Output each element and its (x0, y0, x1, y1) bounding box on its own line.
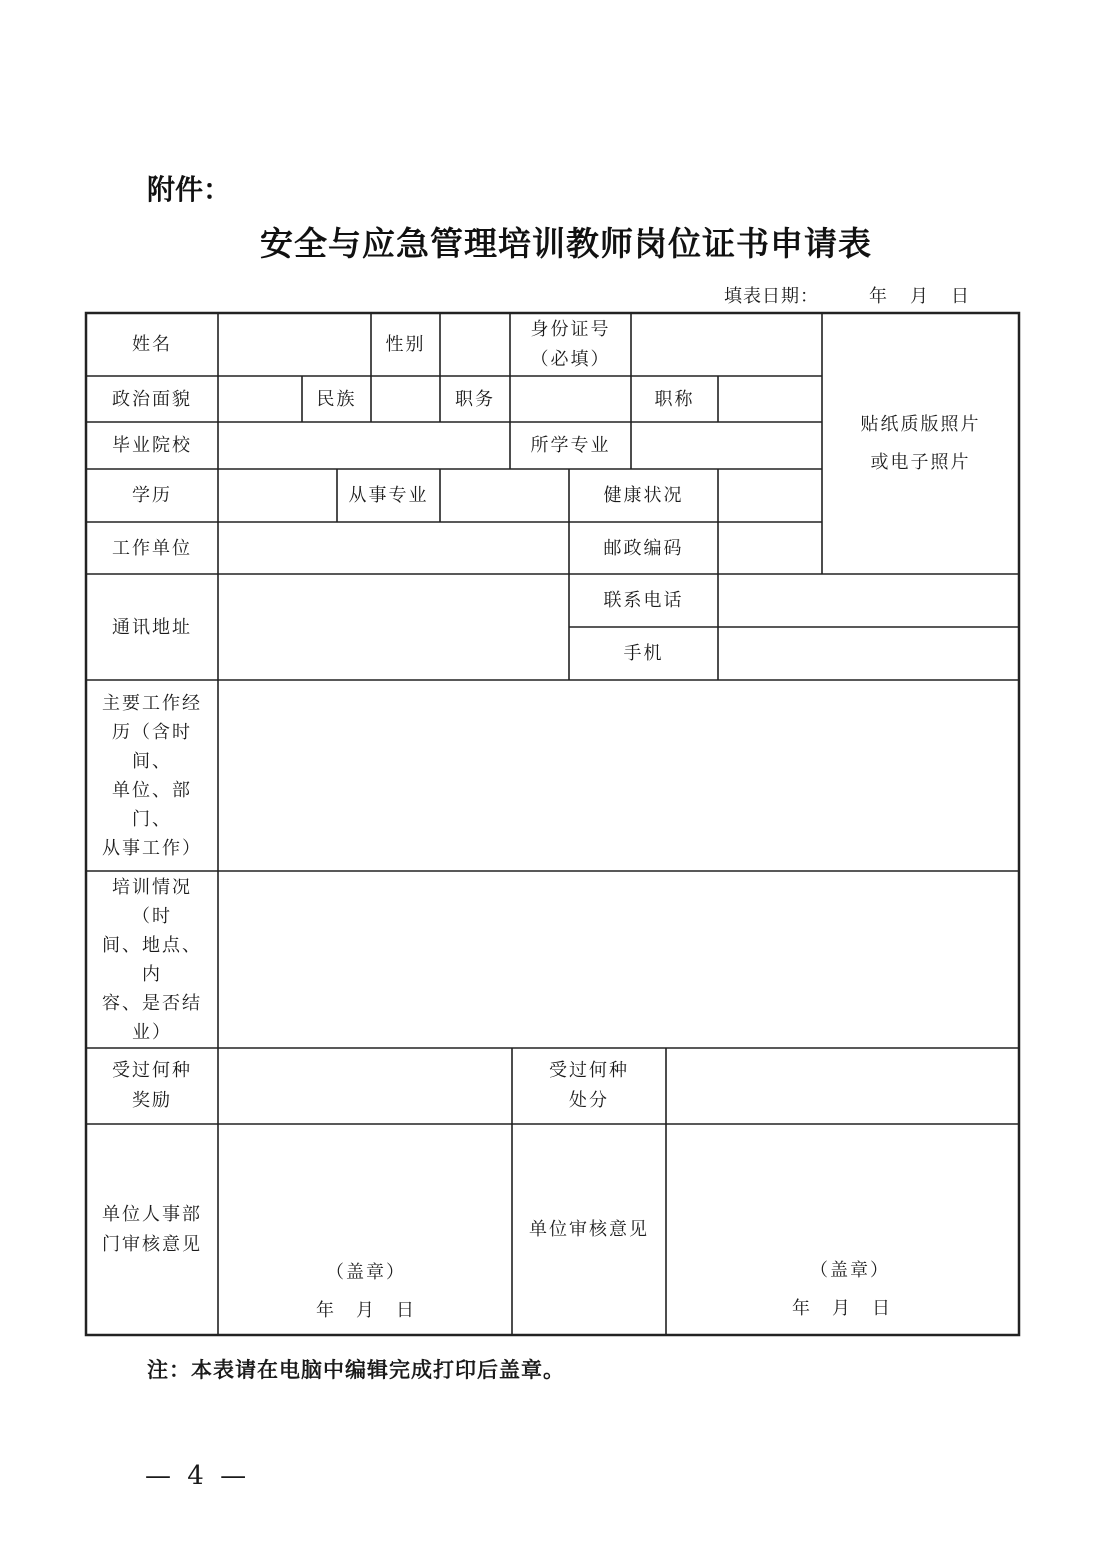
photo-label-line2: 或电子照片 (870, 451, 971, 473)
unit-review-label: 单位审核意见 (529, 1219, 649, 1240)
ethnicity-input[interactable] (373, 378, 438, 420)
id-number-label-line2: （必填） (530, 348, 611, 370)
name-label: 姓名 (132, 334, 172, 355)
photo-label-line1: 贴纸质版照片 (860, 413, 981, 435)
employer-label: 工作单位 (112, 537, 192, 559)
profession-label: 从事专业 (348, 485, 429, 506)
hr-review-date: 年 月 日 (316, 1300, 416, 1321)
photo-area[interactable] (822, 313, 1019, 574)
hr-review-label (86, 1124, 218, 1335)
mobile-input[interactable] (720, 629, 1017, 678)
awards-label-line1: 受过何种 (112, 1060, 192, 1081)
awards-label (86, 1048, 218, 1124)
work-history-label-line4: 从事工作） (102, 837, 202, 859)
fill-date-label: 填表日期： (724, 286, 819, 307)
gender-input[interactable] (442, 315, 508, 374)
id-number-input[interactable] (633, 315, 820, 374)
punishments-label (512, 1048, 666, 1124)
hr-review-label-line2: 门审核意见 (102, 1233, 202, 1255)
footer-note: 注：本表请在电脑中编辑完成打印后盖章。 (147, 1358, 565, 1382)
awards-label-line2: 奖励 (132, 1090, 172, 1111)
education-input[interactable] (220, 471, 335, 520)
profession-input[interactable] (442, 471, 567, 520)
professional-title-input[interactable] (720, 378, 820, 420)
unit-review-seal: （盖章） (810, 1260, 890, 1281)
postcode-label: 邮政编码 (603, 537, 684, 559)
name-input[interactable] (220, 315, 369, 374)
awards-input[interactable] (220, 1050, 510, 1122)
training-label-line4: 业） (132, 1021, 172, 1043)
punishments-label-line1: 受过何种 (549, 1060, 629, 1081)
school-input[interactable] (220, 424, 508, 467)
health-input[interactable] (720, 471, 820, 520)
id-number-label (510, 313, 631, 376)
school-label: 毕业院校 (112, 435, 192, 456)
training-input[interactable] (220, 873, 1021, 1050)
major-label: 所学专业 (530, 435, 611, 456)
phone-label: 联系电话 (603, 590, 684, 611)
education-label: 学历 (132, 485, 172, 506)
professional-title-label: 职称 (654, 388, 695, 410)
fill-date-year: 年 (869, 286, 888, 307)
training-label-line1: 培训情况（时 (112, 876, 192, 927)
hr-review-seal: （盖章） (326, 1262, 406, 1283)
page-number: — 4 — (145, 1461, 251, 1491)
postcode-input[interactable] (720, 524, 820, 572)
training-label (86, 871, 218, 1048)
gender-label: 性别 (385, 334, 426, 355)
punishments-input[interactable] (668, 1050, 1017, 1122)
fill-date-day: 日 (951, 286, 970, 307)
punishments-label-line2: 处分 (569, 1090, 609, 1111)
unit-review-date: 年 月 日 (792, 1298, 892, 1319)
hr-review-label-line1: 单位人事部 (102, 1203, 202, 1225)
health-label: 健康状况 (603, 485, 684, 506)
position-label: 职务 (455, 388, 495, 410)
position-input[interactable] (512, 378, 629, 420)
employer-input[interactable] (220, 524, 567, 572)
training-label-line2: 间、地点、内 (102, 934, 202, 985)
address-input[interactable] (220, 576, 567, 678)
phone-input[interactable] (720, 576, 1017, 625)
political-status-label: 政治面貌 (112, 388, 192, 410)
address-label: 通讯地址 (112, 616, 192, 638)
training-label-line3: 容、是否结 (102, 992, 202, 1014)
work-history-label-line1: 主要工作经 (102, 692, 202, 714)
political-status-input[interactable] (220, 378, 300, 420)
work-history-label-line3: 单位、部门、 (112, 779, 192, 830)
work-history-label-line2: 历（含时间、 (112, 721, 192, 772)
ethnicity-label: 民族 (316, 388, 357, 410)
work-history-label (86, 680, 218, 871)
fill-date-month: 月 (910, 286, 929, 307)
mobile-label: 手机 (623, 643, 664, 664)
form-title: 安全与应急管理培训教师岗位证书申请表 (260, 224, 872, 263)
id-number-label-line1: 身份证号 (530, 318, 611, 340)
major-input[interactable] (633, 424, 820, 467)
work-history-input[interactable] (220, 682, 1021, 873)
attachment-label: 附件： (147, 173, 232, 206)
